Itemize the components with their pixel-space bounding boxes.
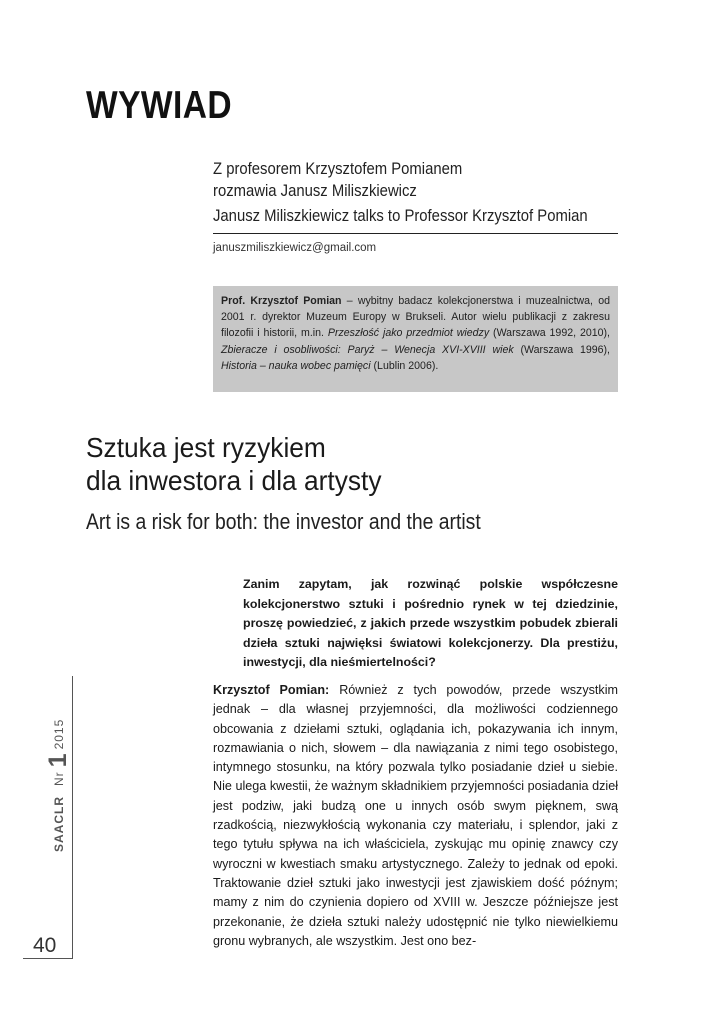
page-number-rule — [23, 958, 73, 959]
author-email: januszmiliszkiewicz@gmail.com — [213, 242, 377, 254]
bio-book-2: Zbieracze i osobliwości: Paryż – Wenecja XVI-XVIII wiek — [221, 343, 514, 356]
journal-issue-label — [44, 719, 73, 852]
bio-text-4: (Lublin 2006). — [370, 359, 439, 372]
byline-divider — [213, 233, 618, 234]
section-title: WYWIAD — [86, 84, 233, 127]
article-title-line-2: dla inwestora i dla artysty — [86, 465, 382, 496]
journal-name: SAACLR — [52, 796, 66, 852]
bio-box — [213, 286, 618, 392]
bio-text-1: – wybitny badacz kolekcjonerstwa i muzealnictwa, od 2001 r. dyrektor Muzeum Europy w Brukseli. Autor wielu publikacji z zakresu filozofii i historii, m.in. — [221, 295, 610, 340]
article-title-line-1: Sztuka jest ryzykiem — [86, 432, 326, 463]
issue-label: Nr — [52, 771, 66, 786]
issue-year: 2015 — [52, 718, 66, 750]
article-title-polish — [86, 431, 381, 497]
bio-text — [221, 293, 610, 374]
article-title-english: Art is a risk for both: the investor and the artist — [86, 509, 481, 534]
interview-question: Zanim zapytam, jak rozwinąć polskie współczesne kolekcjonerstwo sztuki i pośrednio rynek w tej dziedzinie, proszę powiedzieć, z jakich przede wszystkim pobudek zbierali dzieła sztuki najwięksi światowi kolekcjonerzy. Dla prestiżu, inwestycji, dla nieśmiertelności? — [243, 577, 618, 669]
issue-number: 1 — [44, 753, 72, 768]
byline-english: Janusz Miliszkiewicz talks to Professor Krzysztof Pomian — [213, 207, 588, 225]
answer-speaker: Krzysztof Pomian: — [213, 683, 330, 697]
answer-text: Również z tych powodów, przede wszystkim jednak – dla własnej przyjemności, dla możliwości codziennego obcowania z dziełami sztuki, oglądania ich, pokazywania ich innym, rozmawiania o nich, słowem – dla nawiązania z nimi tego osobistego, intymnego stosunku, na który pozwala tylko posiadanie dzieł u siebie. Nie ulega kwestii, że ważnym składnikiem przyjemności posiadania dzieł jest podziw, jaki budzą one u innych osób swym pięknem, swą rzadkością, niezwykłością wykonania czy materiału, i splendor, jaki z tego tytułu spływa na ich właściciela, zyskując mu opinię znawcy czy wyroczni w kwestiach smaku artystycznego. Zależy to jednak od epoki. Traktowanie dzieł sztuki jako inwestycji jest zjawiskiem dość późnym; mamy z nim do czynienia dopiero od XVIII w. Jeszcze późniejsze jest przekonanie, że dzieła sztuki należy udostępnić nie tylko niewielkiemu gronu wybranych, ale wszystkim. Jest ono bez- — [213, 683, 618, 948]
bio-book-3: Historia – nauka wobec pamięci — [221, 359, 371, 372]
byline-polish-line-1: Z profesorem Krzysztofem Pomianem — [213, 160, 463, 178]
bio-text-2: (Warszawa 1992, 2010), — [489, 327, 610, 340]
bio-book-1: Przeszłość jako przedmiot wiedzy — [327, 327, 490, 340]
byline-polish-line-2: rozmawia Janusz Miliszkiewicz — [213, 182, 417, 200]
interview-answer — [213, 681, 618, 951]
page-number: 40 — [33, 934, 57, 957]
bio-text-3: (Warszawa 1996), — [513, 343, 610, 356]
bio-name: Prof. Krzysztof Pomian — [221, 295, 342, 307]
